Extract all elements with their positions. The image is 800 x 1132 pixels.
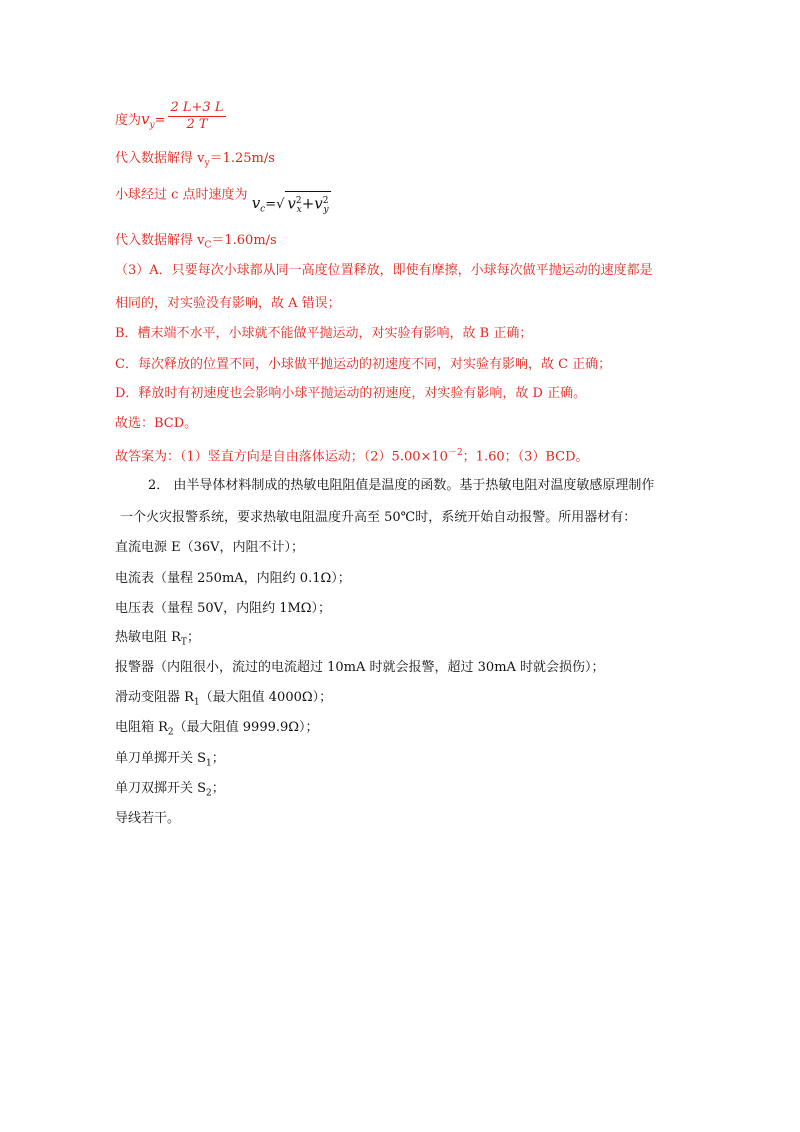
text: 度为 [115, 113, 142, 128]
text: 单刀单掷开关 S [115, 751, 207, 766]
answer-3c-line: C．每次释放的位置不同，小球做平抛运动的初速度不同，对实验有影响，故 C 正确； [115, 357, 612, 372]
formula-vy-line [115, 100, 226, 137]
equipment-alarm: 报警器（内阻很小，流过的电流超过 10mA 时就会报警，超过 30mA 时就会损伤）； [115, 660, 605, 675]
subscript: C [204, 240, 212, 251]
subscript: 1 [206, 758, 212, 769]
math-sub: c [260, 204, 266, 215]
radicand [285, 191, 330, 219]
equipment-wires: 导线若干。 [115, 811, 181, 826]
subscript: x [296, 204, 302, 215]
question-2-line2: 一个火灾报警系统，要求热敏电阻温度升高至 50℃时，系统开始自动报警。所用器材有： [120, 510, 637, 525]
equipment-ammeter: 电流表（量程 250mA，内阻约 0.1Ω）； [115, 571, 351, 586]
choice-line: 故选：BCD。 [115, 416, 198, 431]
vy-result-line [115, 150, 275, 173]
equipment-thermistor [115, 629, 200, 652]
vc-result-line [115, 232, 277, 255]
sqrt-sign: √ [276, 197, 285, 213]
math-eq: = [154, 113, 166, 128]
answer-3a-line2: 相同的，对实验没有影响，故 A 错误； [115, 296, 341, 311]
equipment-rheostat [115, 689, 332, 712]
text: ； [186, 630, 200, 645]
equipment-voltmeter: 电压表（量程 50V，内阻约 1MΩ）； [115, 601, 332, 616]
subscript: y [323, 204, 329, 215]
text: （最大阻值 9999.9Ω）； [173, 720, 319, 735]
math-sub: y [149, 120, 155, 131]
final-answer-line [115, 444, 589, 466]
math-eq: = [265, 197, 277, 213]
fraction-denominator: 2 T [186, 117, 208, 132]
text: 电阻箱 R [115, 720, 168, 735]
text: 滑动变阻器 R [115, 690, 194, 705]
math-symbol: v [141, 110, 150, 128]
text: 单刀双掷开关 S [115, 781, 207, 796]
equipment-power-supply: 直流电源 E（36V，内阻不计）； [115, 540, 305, 555]
text: （最大阻值 4000Ω）； [199, 690, 333, 705]
text: ＝1.60m/s [211, 233, 277, 248]
subscript: 2 [167, 727, 174, 738]
vc-formula [251, 194, 331, 215]
math-symbol: +v [301, 194, 323, 213]
subscript: 2 [206, 788, 212, 799]
superscript: 2 [295, 196, 302, 206]
subscript: T [180, 637, 187, 648]
text: ； [211, 751, 225, 766]
text: 代入数据解得 v [115, 233, 205, 248]
text: ； [211, 781, 225, 796]
subscript: 1 [193, 697, 200, 708]
math-symbol: v [251, 194, 261, 213]
text: 热敏电阻 R [115, 630, 181, 645]
question-2-line1: 2． 由半导体材料制成的热敏电阻阻值是温度的函数。基于热敏电阻对温度敏感原理制作 [148, 478, 655, 493]
superscript: 2 [322, 196, 329, 206]
fraction [168, 100, 227, 133]
text: 小球经过 c 点时速度为 [115, 187, 248, 203]
answer-3a-line1: （3）A．只要每次小球都从同一高度位置释放，即使有摩擦，小球每次做平抛运动的速度都是 [115, 263, 653, 278]
text: 故答案为：（1）竖直方向是自由落体运动；（2）5.00×10 [115, 449, 448, 465]
math-symbol: v [287, 194, 296, 213]
text: 代入数据解得 v [115, 151, 205, 166]
equipment-resistance-box [115, 719, 319, 742]
equipment-spst-switch [115, 750, 225, 773]
vc-formula-line [115, 181, 331, 215]
answer-3d-line: D．释放时有初速度也会影响小球平抛运动的初速度，对实验有影响，故 D 正确。 [115, 386, 587, 401]
subscript: y [204, 158, 210, 169]
fraction-numerator: 2 L+3 L [168, 100, 227, 117]
text: ＝1.25m/s [209, 151, 275, 166]
answer-3b-line: B．槽末端不水平，小球就不能做平抛运动，对实验有影响，故 B 正确； [115, 326, 533, 341]
equipment-spdt-switch [115, 780, 225, 803]
text: ；1.60；（3）BCD。 [462, 449, 589, 465]
superscript: －2 [447, 448, 463, 458]
